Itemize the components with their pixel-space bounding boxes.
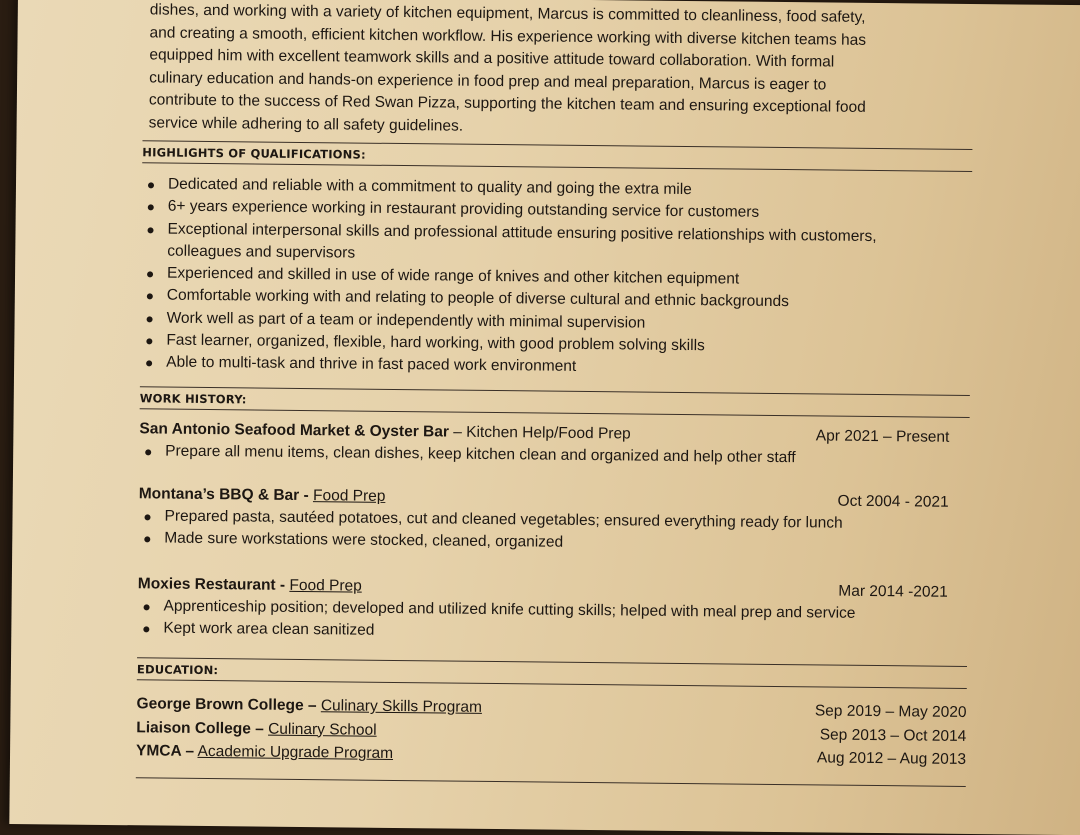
education-dates: Aug 2012 – Aug 2013 <box>816 749 967 769</box>
education-school: Liaison College – <box>136 718 264 738</box>
job-duty: Apprenticeship position; developed and utilized knife cutting skills; helped with meal prep and service <box>137 595 967 626</box>
summary-line: service while adhering to all safety guidelines. <box>148 113 464 135</box>
highlight-item: Exceptional interpersonal skills and professional attitude ensuring positive relationships with customers, colleagues and supervisors <box>141 218 887 270</box>
job-heading <box>139 482 386 508</box>
education-dates: Sep 2019 – May 2020 <box>814 702 967 722</box>
job-separator: – <box>448 423 467 441</box>
job-dates: Oct 2004 - 2021 <box>837 492 949 511</box>
highlights-list <box>140 173 902 382</box>
job-employer: Montana’s BBQ & Bar - <box>138 485 309 505</box>
job-employer: San Antonio Seafood Market & Oyster Bar <box>139 419 450 441</box>
job-duty: Prepare all menu items, clean dishes, keep kitchen clean and organized and help other staff <box>139 440 969 471</box>
job-dates: Apr 2021 – Present <box>815 427 950 446</box>
job-duty: Prepared pasta, sautéed potatoes, cut and cleaned vegetables; ensured everything ready for lunch <box>138 505 968 536</box>
education-school: YMCA – <box>135 742 195 761</box>
summary-line: culinary education and hands-on experience in food prep and meal preparation, Marcus is eager to <box>149 68 827 93</box>
education-heading-line <box>136 716 377 742</box>
summary-line: and creating a smooth, efficient kitchen workflow. His experience working with diverse kitchen teams has <box>149 23 867 49</box>
highlights-heading: HIGHLIGHTS OF QUALIFICATIONS: <box>142 140 972 172</box>
bottom-rule <box>136 777 966 787</box>
highlight-item: Able to multi-task and thrive in fast paced work environment <box>140 352 900 382</box>
education-dates: Sep 2013 – Oct 2014 <box>819 726 967 745</box>
education-program: Culinary Skills Program <box>320 697 483 717</box>
job-entry <box>137 572 968 648</box>
job-entry <box>139 417 969 471</box>
job-role: Food Prep <box>289 576 362 595</box>
education-heading: EDUCATION: <box>137 657 967 689</box>
resume-page <box>9 0 1080 835</box>
job-dates: Mar 2014 -2021 <box>838 582 948 601</box>
education-school: George Brown College – <box>136 695 317 715</box>
job-role: Kitchen Help/Food Prep <box>466 423 631 443</box>
summary-line: dishes, and working with a variety of kitchen equipment, Marcus is committed to cleanliness, food safety, <box>149 1 866 26</box>
education-heading-line <box>136 739 393 765</box>
highlight-item: Experienced and skilled in use of wide range of knives and other kitchen equipment <box>141 262 901 292</box>
summary-section <box>143 0 950 143</box>
highlight-item: 6+ years experience working in restaurant providing outstanding service for customers <box>142 196 902 226</box>
highlight-item: Work well as part of a team or independently with minimal supervision <box>140 307 900 337</box>
resume-content <box>136 0 974 787</box>
work-history-heading: WORK HISTORY: <box>140 386 970 418</box>
education-program: Culinary School <box>268 720 377 739</box>
job-duties <box>138 505 968 558</box>
education-list <box>136 692 967 771</box>
job-duty: Made sure workstations were stocked, cleaned, organized <box>138 528 968 559</box>
job-duties <box>137 595 967 648</box>
job-heading <box>138 572 362 597</box>
highlight-item: Dedicated and reliable with a commitment to quality and going the extra mile <box>142 173 902 203</box>
summary-line: equipped him with excellent teamwork skills and a positive attitude toward collaboration. With formal <box>149 46 835 71</box>
job-role: Food Prep <box>312 487 386 505</box>
highlight-item: Fast learner, organized, flexible, hard working, with good problem solving skills <box>140 329 900 359</box>
summary-line: contribute to the success of Red Swan Pizza, supporting the kitchen team and ensuring exceptional food <box>148 91 866 116</box>
highlight-item: Comfortable working with and relating to people of diverse cultural and ethnic backgrounds <box>141 285 901 315</box>
job-duty: Kept work area clean sanitized <box>137 617 967 648</box>
job-entry <box>138 482 969 558</box>
job-employer: Moxies Restaurant - <box>137 574 286 594</box>
education-program: Academic Upgrade Program <box>197 743 394 763</box>
